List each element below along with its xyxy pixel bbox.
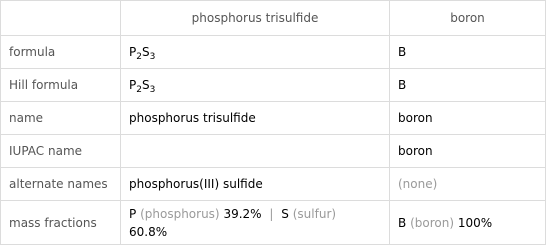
row-label-alternate-names: alternate names [1,168,121,201]
row-label-formula: formula [1,36,121,69]
mass-fractions-value-phosphorus-trisulfide [121,201,390,245]
corner-cell [1,1,121,36]
hill-formula-value-phosphorus-trisulfide: $P_2S_3$ [121,69,390,102]
element-symbol-b: B [398,215,407,230]
row-label-name: name [1,102,121,135]
mass-fraction-s: 60.8% [129,224,168,239]
row-label-mass-fractions: mass fractions [1,201,121,245]
iupac-name-value-phosphorus-trisulfide [121,135,390,168]
column-header-phosphorus-trisulfide: phosphorus trisulfide [121,1,390,36]
mass-fractions-value-boron [390,201,546,245]
hill-formula-value-boron: B [390,69,546,102]
name-value-phosphorus-trisulfide: phosphorus trisulfide [121,102,390,135]
row-label-iupac-name: IUPAC name [1,135,121,168]
separator: | [269,206,274,221]
formula-value-phosphorus-trisulfide: $P_2S_3$ [121,36,390,69]
table-row-alternate-names [1,168,546,201]
formula-value-boron: B [390,36,546,69]
element-name-phosphorus: (phosphorus) [140,206,220,221]
alternate-names-value-boron: (none) [390,168,546,201]
row-label-hill-formula: Hill formula [1,69,121,102]
header-row [1,1,546,36]
column-header-boron: boron [390,1,546,36]
name-value-boron: boron [390,102,546,135]
table-row-mass-fractions [1,201,546,245]
table-row-iupac-name [1,135,546,168]
table-row-formula [1,36,546,69]
element-name-boron: (boron) [410,215,455,230]
element-symbol-s: S [281,206,289,221]
mass-fraction-b: 100% [457,215,493,230]
table-row-name [1,102,546,135]
element-name-sulfur: (sulfur) [292,206,337,221]
mass-fraction-p: 39.2% [223,206,262,221]
element-symbol-p: P [129,206,137,221]
table-row-hill-formula [1,69,546,102]
alternate-names-value-phosphorus-trisulfide: phosphorus(III) sulfide [121,168,390,201]
iupac-name-value-boron: boron [390,135,546,168]
